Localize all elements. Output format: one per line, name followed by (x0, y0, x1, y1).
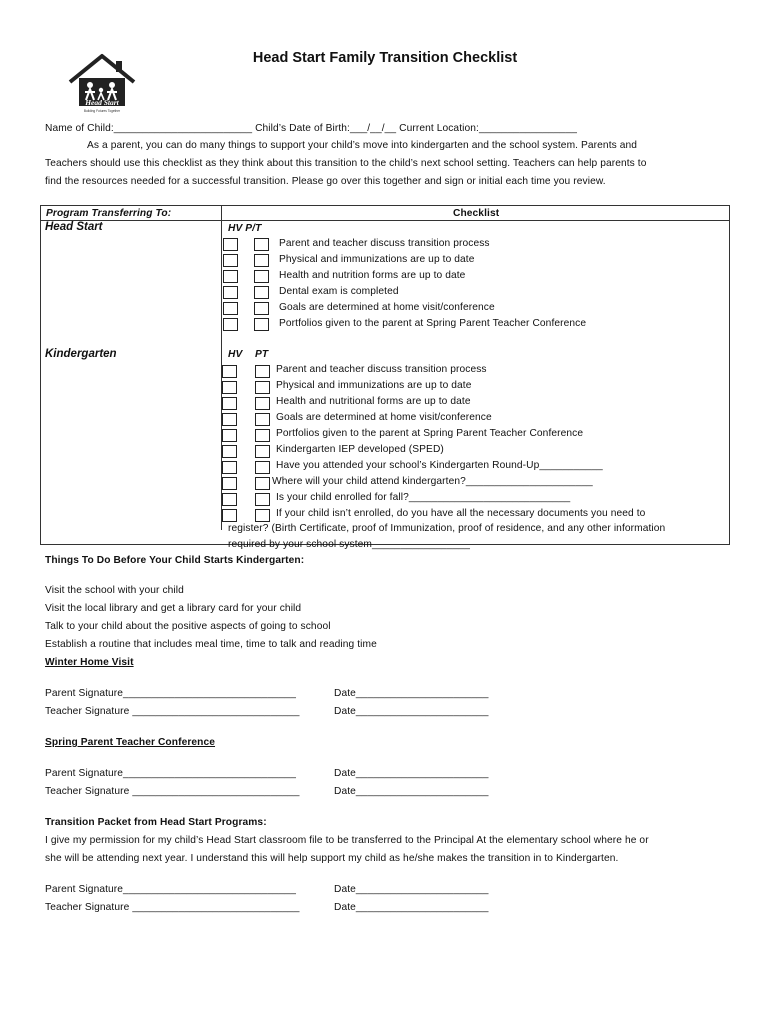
k-hv-checkbox-6[interactable] (222, 445, 237, 458)
logo-text: Head Start (85, 98, 119, 107)
hs-hv-checkbox-4[interactable] (223, 286, 238, 299)
transition-parent-date[interactable]: Date_______________________ (334, 884, 489, 895)
hs-pt-checkbox-2[interactable] (254, 254, 269, 267)
spring-teacher-date[interactable]: Date_______________________ (334, 786, 489, 797)
intro-line-3: find the resources needed for a successful transition. Please go over this together and sign or initial each time you review. (45, 176, 606, 187)
child-info-line: Name of Child:________________________ Child’s Date of Birth:___/__/__ Current Location:_________________ (45, 123, 577, 134)
hs-pt-checkbox-4[interactable] (254, 286, 269, 299)
before-k-item-2: Visit the local library and get a library card for your child (45, 603, 302, 614)
before-k-item-3: Talk to your child about the positive aspects of going to school (45, 621, 331, 632)
k-pt-checkbox-8[interactable] (255, 477, 270, 490)
k-pt-checkbox-9[interactable] (255, 493, 270, 506)
k-column-label-hv: HV (228, 349, 243, 360)
k-hv-checkbox-8[interactable] (222, 477, 237, 490)
k-item-7: Have you attended your school’s Kindergarten Round-Up___________ (276, 460, 603, 471)
k-hv-checkbox-7[interactable] (222, 461, 237, 474)
k-pt-checkbox-10[interactable] (255, 509, 270, 522)
k-pt-checkbox-7[interactable] (255, 461, 270, 474)
hs-item-6: Portfolios given to the parent at Spring Parent Teacher Conference (279, 318, 587, 329)
intro-line-1: As a parent, you can do many things to support your child’s move into kindergarten and the school system. Parents and (87, 140, 638, 151)
spring-parent-date[interactable]: Date_______________________ (334, 768, 489, 779)
head-start-column-labels: HV P/T (228, 223, 262, 234)
k-hv-checkbox-9[interactable] (222, 493, 237, 506)
k-hv-checkbox-4[interactable] (222, 413, 237, 426)
k-item-3: Health and nutritional forms are up to date (276, 396, 471, 407)
transition-text-2: she will be attending next year. I understand this will help support my child as he/she makes the transition in to Kindergarten. (45, 853, 619, 864)
hs-hv-checkbox-5[interactable] (223, 302, 238, 315)
intro-line-2: Teachers should use this checklist as they think about this transition to the child’s next school setting. Teachers can help parents to (45, 158, 647, 169)
hs-item-5: Goals are determined at home visit/conference (279, 302, 495, 313)
hs-hv-checkbox-6[interactable] (223, 318, 238, 331)
k-item-10-continuation-1: register? (Birth Certificate, proof of Immunization, proof of residence, and any other information (228, 523, 666, 534)
hs-pt-checkbox-3[interactable] (254, 270, 269, 283)
winter-parent-date[interactable]: Date_______________________ (334, 688, 489, 699)
winter-teacher-date[interactable]: Date_______________________ (334, 706, 489, 717)
hs-pt-checkbox-5[interactable] (254, 302, 269, 315)
hs-item-3: Health and nutrition forms are up to date (279, 270, 466, 281)
k-pt-checkbox-2[interactable] (255, 381, 270, 394)
winter-parent-signature[interactable]: Parent Signature______________________________ (45, 688, 297, 699)
k-hv-checkbox-1[interactable] (222, 365, 237, 378)
k-hv-checkbox-5[interactable] (222, 429, 237, 442)
before-k-item-4: Establish a routine that includes meal time, time to talk and reading time (45, 639, 377, 650)
transition-text-1: I give my permission for my child’s Head Start classroom file to be transferred to the Principal At the elementary school where he or (45, 835, 649, 846)
hs-item-1: Parent and teacher discuss transition process (279, 238, 490, 249)
k-item-5: Portfolios given to the parent at Spring Parent Teacher Conference (276, 428, 584, 439)
k-item-6: Kindergarten IEP developed (SPED) (276, 444, 444, 455)
k-item-4: Goals are determined at home visit/conference (276, 412, 492, 423)
spring-teacher-signature[interactable]: Teacher Signature _____________________________ (45, 786, 300, 797)
hs-hv-checkbox-1[interactable] (223, 238, 238, 251)
hs-pt-checkbox-6[interactable] (254, 318, 269, 331)
col-header-checklist: Checklist (453, 208, 500, 219)
k-item-9: Is your child enrolled for fall?____________________________ (276, 492, 571, 503)
logo-tagline: Building Futures Together (83, 109, 121, 113)
k-pt-checkbox-6[interactable] (255, 445, 270, 458)
program-head-start: Head Start (45, 221, 103, 233)
before-k-item-1: Visit the school with your child (45, 585, 184, 596)
table-header-divider (41, 220, 729, 221)
k-item-2: Physical and immunizations are up to date (276, 380, 472, 391)
k-pt-checkbox-3[interactable] (255, 397, 270, 410)
k-item-10: If your child isn’t enrolled, do you have all the necessary documents you need to (276, 508, 646, 519)
k-pt-checkbox-4[interactable] (255, 413, 270, 426)
transition-parent-signature[interactable]: Parent Signature______________________________ (45, 884, 297, 895)
k-pt-checkbox-1[interactable] (255, 365, 270, 378)
transition-teacher-date[interactable]: Date_______________________ (334, 902, 489, 913)
hs-item-2: Physical and immunizations are up to date (279, 254, 475, 265)
spring-heading: Spring Parent Teacher Conference (45, 737, 216, 748)
transition-teacher-signature[interactable]: Teacher Signature _____________________________ (45, 902, 300, 913)
hs-hv-checkbox-2[interactable] (223, 254, 238, 267)
hs-item-4: Dental exam is completed (279, 286, 399, 297)
k-hv-checkbox-10[interactable] (222, 509, 237, 522)
transition-heading: Transition Packet from Head Start Programs: (45, 817, 267, 828)
k-pt-checkbox-5[interactable] (255, 429, 270, 442)
k-item-10-continuation-2: required by your school system_________________ (228, 539, 471, 550)
hs-hv-checkbox-3[interactable] (223, 270, 238, 283)
k-hv-checkbox-3[interactable] (222, 397, 237, 410)
program-kindergarten: Kindergarten (45, 348, 117, 360)
winter-heading: Winter Home Visit (45, 657, 134, 668)
k-hv-checkbox-2[interactable] (222, 381, 237, 394)
k-column-label-pt: PT (255, 349, 269, 360)
col-header-program: Program Transferring To: (46, 208, 172, 219)
k-item-8: Where will your child attend kindergarten?______________________ (272, 476, 593, 487)
page-title: Head Start Family Transition Checklist (252, 50, 518, 66)
hs-pt-checkbox-1[interactable] (254, 238, 269, 251)
before-k-heading: Things To Do Before Your Child Starts Kindergarten: (45, 555, 305, 566)
winter-teacher-signature[interactable]: Teacher Signature _____________________________ (45, 706, 300, 717)
spring-parent-signature[interactable]: Parent Signature______________________________ (45, 768, 297, 779)
k-item-1: Parent and teacher discuss transition process (276, 364, 487, 375)
